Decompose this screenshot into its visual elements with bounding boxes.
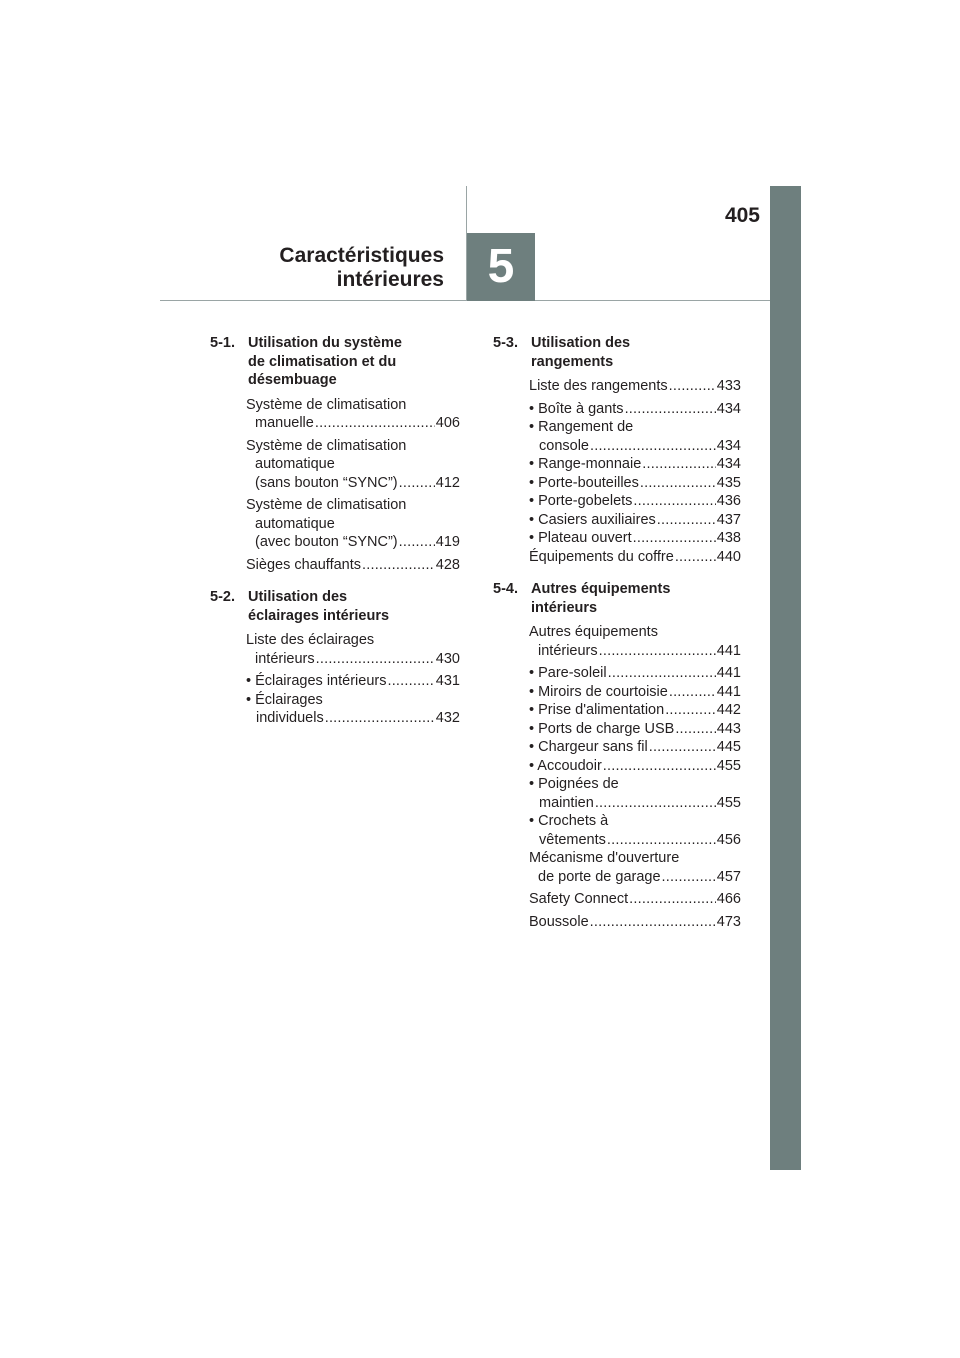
entry-label: intérieurs [538,642,598,659]
entry-last-line [529,868,741,887]
dot-leader [675,720,715,739]
entry-label: de porte de garage [538,868,661,885]
entry-last-line [529,794,741,813]
dot-leader [599,642,716,661]
entry-page-number: 406 [435,415,460,431]
entry-page-number: 455 [716,794,741,811]
toc-subentry[interactable] [493,511,741,530]
entry-label: • Chargeur sans fil [529,739,648,755]
dot-leader [633,529,716,548]
entry-label: manuelle [255,415,314,431]
toc-entry[interactable] [210,631,460,668]
entry-label: Boussole [529,913,589,930]
toc-entry[interactable] [493,548,741,567]
dot-leader [608,664,716,683]
section-number: 5-4. [493,581,518,597]
entry-page-number: 440 [716,548,741,565]
dot-leader [316,650,435,669]
entry-text-line: Système de climatisation [246,437,407,454]
entry-page-number: 434 [716,400,741,417]
entry-last-line [529,757,741,776]
section-number: 5-3. [493,335,518,351]
dot-leader [669,683,716,702]
entry-last-line [246,556,460,575]
entry-text-line: Liste des éclairages [246,632,375,648]
entry-page-number: 437 [716,511,741,528]
entry-label: console [539,437,589,454]
toc-subentry[interactable] [493,701,741,720]
entry-text-line: Autres équipements [529,624,658,640]
toc-entry[interactable] [493,913,741,932]
header-divider-horizontal [160,300,770,301]
entry-page-number: 466 [716,891,741,907]
dot-leader [629,890,716,909]
toc-entry[interactable] [210,496,460,552]
entry-label: • Éclairages intérieurs [246,673,387,689]
toc-subentry[interactable] [493,775,741,812]
dot-leader [607,831,716,850]
section-title: Utilisation des rangements [531,335,631,370]
chapter-side-tab [770,186,801,1170]
dot-leader [675,548,716,567]
section-title: Utilisation des éclairages intérieurs [248,589,390,624]
dot-leader [662,868,716,887]
entry-label: Sièges chauffants [246,556,362,573]
entry-last-line [529,377,741,396]
entry-label: • Ports de charge USB [529,720,675,737]
entry-label: individuels [256,710,324,726]
entry-last-line [529,913,741,932]
entry-page-number: 432 [435,710,460,726]
entry-label: • Boîte à gants [529,400,624,417]
dot-leader [362,556,435,575]
dot-leader [399,474,435,493]
entry-page-number: 412 [435,474,460,491]
entry-label: Liste des rangements [529,378,668,394]
entry-page-number: 419 [435,534,460,550]
dot-leader [325,709,435,728]
entry-text-line: Système de climatisation [246,497,407,513]
entry-text-line: • Crochets à [529,813,609,829]
chapter-number-box: 5 [467,233,535,301]
chapter-title-line2: intérieures [336,268,444,291]
entry-page-number: 428 [435,556,460,573]
entry-label: • Porte-bouteilles [529,474,639,491]
section-title: Utilisation du système de climatisation et du désembuage [248,335,402,388]
entry-last-line [246,709,460,728]
entry-text-line: • Éclairages [246,691,323,708]
entry-text-line: automatique [255,456,335,472]
entry-last-line [246,533,460,552]
entry-page-number: 443 [716,720,741,737]
toc-subentry[interactable] [493,664,741,683]
dot-leader [315,414,435,433]
entry-last-line [529,890,741,909]
entry-page-number: 441 [716,642,741,659]
entry-last-line [529,492,741,511]
entry-text-line: • Poignées de [529,776,619,792]
entry-last-line [529,548,741,567]
entry-label: vêtements [539,831,606,848]
entry-page-number: 430 [435,650,460,667]
entry-last-line [529,664,741,683]
toc-entry[interactable] [493,377,741,396]
dot-leader [642,455,716,474]
entry-page-number: 473 [716,913,741,930]
entry-page-number: 434 [716,456,741,472]
entry-page-number: 436 [716,493,741,509]
entry-page-number: 433 [716,378,741,394]
entry-label: (sans bouton “SYNC”) [255,474,398,491]
entry-page-number: 435 [716,474,741,491]
entry-last-line [529,701,741,720]
entry-label: • Accoudoir [529,757,602,774]
dot-leader [595,794,716,813]
toc-subentry[interactable] [210,672,460,691]
entry-last-line [529,437,741,456]
entry-last-line [246,672,460,691]
entry-last-line [529,683,741,702]
toc-subentry[interactable] [493,455,741,474]
entry-page-number: 434 [716,437,741,454]
toc-subentry[interactable] [493,418,741,455]
entry-label: Équipements du coffre [529,548,674,565]
entry-last-line [529,455,741,474]
entry-last-line [529,642,741,661]
toc-subentry[interactable] [493,400,741,419]
entry-last-line [529,831,741,850]
entry-page-number: 457 [716,868,741,885]
entry-text-line: automatique [255,515,335,532]
section-number: 5-2. [210,589,235,605]
section-title: Autres équipements intérieurs [531,581,671,616]
entry-label: maintien [539,794,594,811]
entry-page-number: 441 [716,665,741,681]
entry-page-number: 442 [716,702,741,718]
entry-page-number: 456 [716,831,741,848]
entry-label: (avec bouton “SYNC”) [255,534,398,550]
entry-page-number: 431 [435,673,460,689]
chapter-title-line1: Caractéristiques [279,244,444,267]
entry-text-line: Mécanisme d'ouverture [529,850,680,866]
entry-last-line [246,650,460,669]
entry-label: • Porte-gobelets [529,493,633,509]
entry-label: • Miroirs de courtoisie [529,683,668,700]
entry-page-number: 438 [716,530,741,546]
entry-label: • Casiers auxiliaires [529,511,656,528]
chapter-title [279,244,444,292]
entry-page-number: 441 [716,683,741,700]
dot-leader [387,672,434,691]
toc-subentry[interactable] [493,757,741,776]
toc-column-right [493,334,741,935]
entry-label: • Range-monnaie [529,456,642,472]
toc-subentry[interactable] [493,474,741,493]
entry-last-line [529,720,741,739]
dot-leader [603,757,716,776]
toc-section-heading [493,334,741,371]
section-gap [493,570,741,580]
dot-leader [399,533,435,552]
entry-last-line [529,474,741,493]
toc-column-left [210,334,460,728]
toc-subentry[interactable] [493,812,741,849]
dot-leader [590,437,716,456]
toc-section-heading [493,580,741,617]
entry-page-number: 445 [716,739,741,755]
entry-page-number: 455 [716,757,741,774]
page-number: 405 [724,204,760,227]
entry-last-line [246,474,460,493]
toc-entry[interactable] [210,437,460,493]
dot-leader [640,474,716,493]
entry-label: • Pare-soleil [529,665,607,681]
dot-leader [633,492,715,511]
entry-last-line [529,400,741,419]
entry-label: Safety Connect [529,891,629,907]
section-gap [210,578,460,588]
toc-section-heading [210,334,460,390]
toc-subentry[interactable] [493,683,741,702]
dot-leader [665,701,716,720]
dot-leader [669,377,716,396]
toc-entry[interactable] [210,396,460,433]
entry-last-line [529,529,741,548]
dot-leader [649,738,716,757]
toc-subentry[interactable] [210,691,460,728]
dot-leader [625,400,716,419]
toc-subentry[interactable] [493,529,741,548]
entry-last-line [529,738,741,757]
toc-section-heading [210,588,460,625]
entry-label: • Plateau ouvert [529,530,632,546]
toc-subentry[interactable] [493,720,741,739]
toc-entry[interactable] [493,849,741,886]
toc-entry[interactable] [493,890,741,909]
entry-last-line [529,511,741,530]
entry-label: • Prise d'alimentation [529,702,665,718]
entry-last-line [246,414,460,433]
toc-subentry[interactable] [493,492,741,511]
section-number: 5-1. [210,335,235,351]
entry-label: intérieurs [255,650,315,667]
toc-entry[interactable] [493,623,741,660]
dot-leader [590,913,716,932]
toc-subentry[interactable] [493,738,741,757]
toc-entry[interactable] [210,556,460,575]
entry-text-line: • Rangement de [529,419,634,435]
dot-leader [657,511,716,530]
entry-text-line: Système de climatisation [246,396,407,413]
